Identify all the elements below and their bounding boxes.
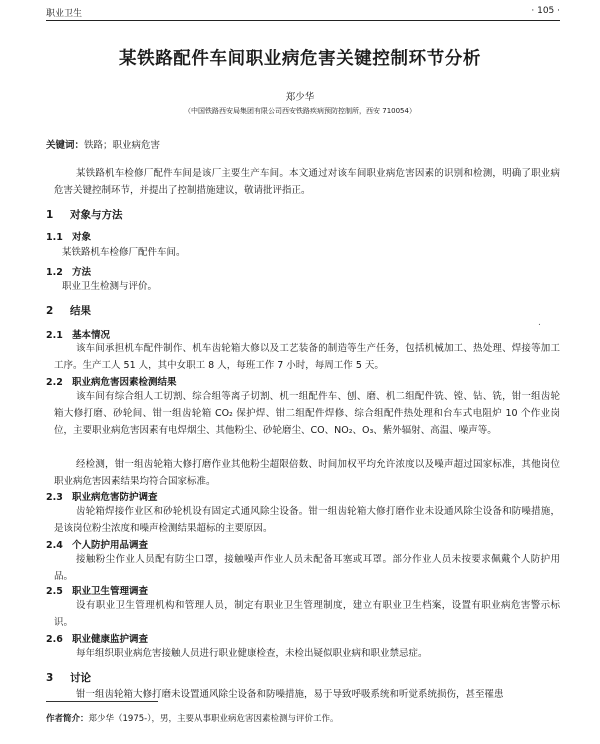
paragraph-2-2: 该车间有综合组人工切割、综合组等离子切割、机一组配件车、刨、磨、机二组配件铣、镗、钻、铣，钳一组齿轮箱大修打磨、砂轮间、钳一组齿轮箱 CO₂ 保护焊、钳二组配件焊修、综合组配件热处理和台车式电阻炉 10 个作业岗位，主要职业病危害因素有电焊烟尘、其他粉尘、砂轮磨尘、CO、NO₂、O₃、紫外辐射、高温、噪声等。: [54, 391, 560, 436]
subsection-number: 1.1: [46, 232, 63, 243]
subsection-number: 1.2: [46, 267, 63, 278]
subsection-heading-2-5: [46, 583, 148, 597]
paragraph-2-2-b: 经检测，钳一组齿轮箱大修打磨作业其他粉尘超限倍数、时间加权平均允许浓度以及噪声超过国家标准，其他岗位职业病危害因素结果均符合国家标准。: [54, 459, 560, 487]
subsection-heading-2-3: [46, 489, 158, 503]
subsection-heading-2-4: [46, 537, 148, 551]
subsection-number: 2.1: [46, 330, 63, 341]
section-heading-1: [46, 207, 123, 222]
author-footnote: [46, 712, 338, 724]
paragraph-2-3: 齿轮箱焊接作业区和砂轮机设有固定式通风除尘设备。钳一组齿轮箱大修打磨作业未设通风除尘设备和防噪措施，是该岗位粉尘浓度和噪声检测结果超标的主要原因。: [54, 506, 560, 534]
subsection-heading-1-2: [46, 264, 91, 278]
subsection-number: 2.4: [46, 540, 63, 551]
paragraph-1-1: 某铁路机车检修厂配件车间。: [62, 247, 186, 258]
subsection-title: 方法: [72, 267, 92, 278]
subsection-heading-1-1: [46, 229, 91, 243]
subsection-title: 职业病危害防护调查: [72, 492, 158, 503]
subsection-title: 职业卫生管理调查: [72, 586, 149, 597]
footnote-label: 作者简介：: [46, 714, 89, 724]
subsection-number: 2.3: [46, 492, 63, 503]
section-number: 3: [46, 672, 54, 684]
keywords: [46, 137, 160, 151]
page-number: · 105 ·: [531, 6, 560, 16]
section-heading-2: [46, 303, 91, 318]
keywords-text: 铁路；职业病危害: [84, 140, 161, 151]
keywords-label: 关键词：: [46, 140, 85, 151]
journal-name: 职业卫生: [46, 9, 83, 19]
subsection-title: 个人防护用品调查: [72, 540, 149, 551]
paragraph-2-5: 设有职业卫生管理机构和管理人员，制定有职业卫生管理制度，建立有职业卫生档案，设置有职业病危害警示标识。: [54, 600, 560, 628]
subsection-title: 对象: [72, 232, 92, 243]
section-number: 2: [46, 305, 54, 317]
subsection-title: 职业病危害因素检测结果: [72, 377, 177, 388]
paragraph-1-2: 职业卫生检测与评价。: [62, 281, 158, 292]
subsection-heading-2-6: [46, 631, 148, 645]
subsection-title: 职业健康监护调查: [72, 634, 149, 645]
running-header: [46, 6, 560, 21]
subsection-title: 基本情况: [72, 330, 111, 341]
paragraph-2-1: 该车间承担机车配件制作、机车齿轮箱大修以及工艺装备的制造等生产任务，包括机械加工、热处理、焊接等加工工序。生产工人 51 人，其中女职工 8 人，每班工作 7 小时，每周工作 5 天。: [54, 343, 560, 371]
subsection-heading-2-1: [46, 327, 110, 341]
subsection-number: 2.2: [46, 377, 63, 388]
paragraph-3: 钳一组齿轮箱大修打磨未设置通风除尘设备和防噪措施，易于导致呼吸系统和听觉系统损伤，甚至罹患: [76, 689, 504, 700]
subsection-heading-2-2: [46, 374, 177, 388]
section-title: 结果: [70, 305, 91, 317]
subsection-number: 2.6: [46, 634, 63, 645]
article-title: 某铁路配件车间职业病危害关键控制环节分析: [119, 49, 481, 69]
section-title: 对象与方法: [70, 209, 123, 221]
section-number: 1: [46, 209, 54, 221]
affiliation: （中国铁路西安局集团有限公司西安铁路疾病预防控制所，西安 710054）: [184, 107, 416, 115]
section-heading-3: [46, 670, 91, 685]
author: 郑少华: [285, 92, 315, 103]
stray-mark: .: [538, 318, 541, 328]
paragraph-2-6: 每年组织职业病危害接触人员进行职业健康检查，未检出疑似职业病和职业禁忌症。: [76, 648, 428, 659]
footnote-text: 郑少华（1975-），男，主要从事职业病危害因素检测与评价工作。: [88, 714, 339, 724]
footnote-divider: [46, 701, 158, 702]
section-title: 讨论: [70, 672, 91, 684]
subsection-number: 2.5: [46, 586, 63, 597]
abstract-paragraph: 某铁路机车检修厂配件车间是该厂主要生产车间。本文通过对该车间职业病危害因素的识别和检测，明确了职业病危害关键控制环节，并提出了控制措施建议，敬请批评指正。: [54, 168, 560, 196]
paragraph-2-4: 接触粉尘作业人员配有防尘口罩，接触噪声作业人员未配备耳塞或耳罩。部分作业人员未按要求佩戴个人防护用品。: [54, 554, 560, 582]
